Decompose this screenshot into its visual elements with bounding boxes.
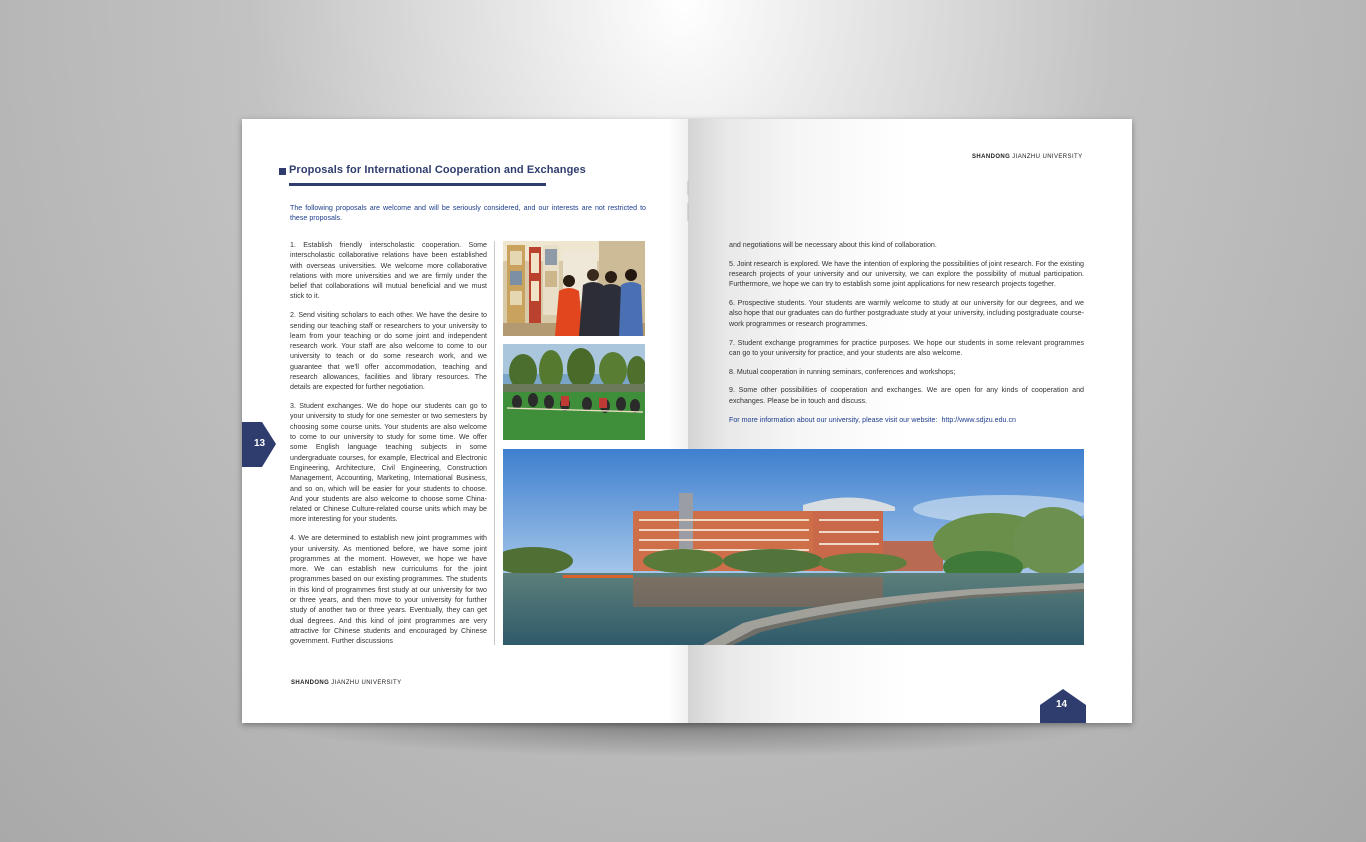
page-number: 14 (1056, 699, 1068, 710)
footer-university-name (291, 680, 401, 686)
page-number-tab-13 (242, 422, 276, 467)
floor-shadow (250, 718, 1130, 758)
brochure-spread (242, 119, 1132, 723)
left-text-column (290, 240, 487, 655)
more-info-text: For more information about our university, please visit our website: (729, 415, 938, 424)
proposal-paragraph: 1. Establish friendly interscholastic cooperation. Some interscholastic collaborative relations have been established with overseas universities. We welcome more collaborative relations with more universities and we are firmly under the belief that collaborations will mutual beneficial and we must stick to it. (290, 241, 487, 301)
proposal-paragraph: 3. Student exchanges. We do hope our students can go to your university to study for one semester or two semesters by choosing some course units. Your students are also welcome to come to our university to study for some time. We offer some English language teaching subjects in some undergraduate courses, for example, Electrical and Electronic Engineering, Architecture, Civil Engineering, Construction Management, Accounting, Marketing, International Business, and so on, which will be easier for your students to choose. And your students are also welcome to choose some China-related or Chinese Culture-related course units which may be more interesting for your students. (290, 402, 487, 524)
proposal-paragraph: 8. Mutual cooperation in running seminars, conferences and workshops; (729, 367, 956, 376)
column-divider (494, 241, 495, 645)
proposal-paragraph: 9. Some other possibilities of cooperation and exchanges. We are open for any kinds of cooperation and exchanges. Please be in touch and discuss. (729, 386, 1084, 405)
fold-marks (687, 181, 689, 221)
footer-name-rest: JIANZHU UNIVERSITY (329, 680, 402, 686)
more-info-line (729, 415, 1084, 425)
proposal-paragraph: 5. Joint research is explored. We have the intention of exploring the possibilities of joint research. For the existing research projects of your university and our university, we can explore the possibility of mutual participation. Furthermore, we hope we can try to establish some joint applications for new research projects together. (729, 259, 1084, 289)
proposal-paragraph: and negotiations will be necessary about this kind of collaboration. (729, 241, 937, 249)
intro-text: The following proposals are welcome and will be seriously considered, and our interests are not restricted to these proposals. (290, 204, 646, 223)
right-text-column (729, 240, 1084, 433)
exhibition-visit-photo (503, 241, 645, 336)
proposal-paragraph: 7. Student exchange programmes for practice purposes. We hope our students in some relevant programmes can go to your university for practice, and your students are also welcome. (729, 338, 1084, 357)
section-heading: Proposals for International Cooperation and Exchanges (289, 164, 586, 176)
tug-of-war-photo (503, 344, 645, 440)
header-name-rest: JIANZHU UNIVERSITY (1010, 154, 1083, 160)
heading-underline (289, 183, 546, 186)
proposal-paragraph: 2. Send visiting scholars to each other. We have the desire to sending our teaching staff or researchers to your university to learn from your teaching or do some joint and independent research work. Your staff are also welcome to come to our university to teach or do some research work, and we guarantee that we'll offer accommodation, teaching and research allowances, facilities and library resources. The details are expected for further negotiation. (290, 311, 487, 392)
heading-bullet-icon (279, 168, 286, 175)
proposal-paragraph: 6. Prospective students. Your students are warmly welcome to study at our university for our degrees, and we also hope that our graduates can do further postgraduate study at your university, including postgraduate course-work programmes or research programmes. (729, 299, 1084, 328)
page-number-tab-14 (1040, 689, 1086, 723)
header-name-bold: SHANDONG (972, 154, 1011, 160)
header-university-name (972, 154, 1082, 160)
campus-lake-photo (503, 449, 1084, 645)
footer-name-bold: SHANDONG (291, 680, 330, 686)
proposal-paragraph: 4. We are determined to establish new joint programmes with your university. As mentioned before, we have some joint programmes at the moment. However, we hope we have more. We can establish new curriculums for the joint programmes based on our existing programmes. The students in this kind of programmes first study at our university for two or three years, and then move to your university for further study of another two or three years. Eventually, they can get dual degrees. And this kind of joint programmes are very attractive for Chinese students and encouraged by Chinese government. Further discussions (290, 534, 487, 646)
website-link[interactable]: http://www.sdjzu.edu.cn (941, 415, 1016, 424)
page-number: 13 (254, 438, 266, 449)
